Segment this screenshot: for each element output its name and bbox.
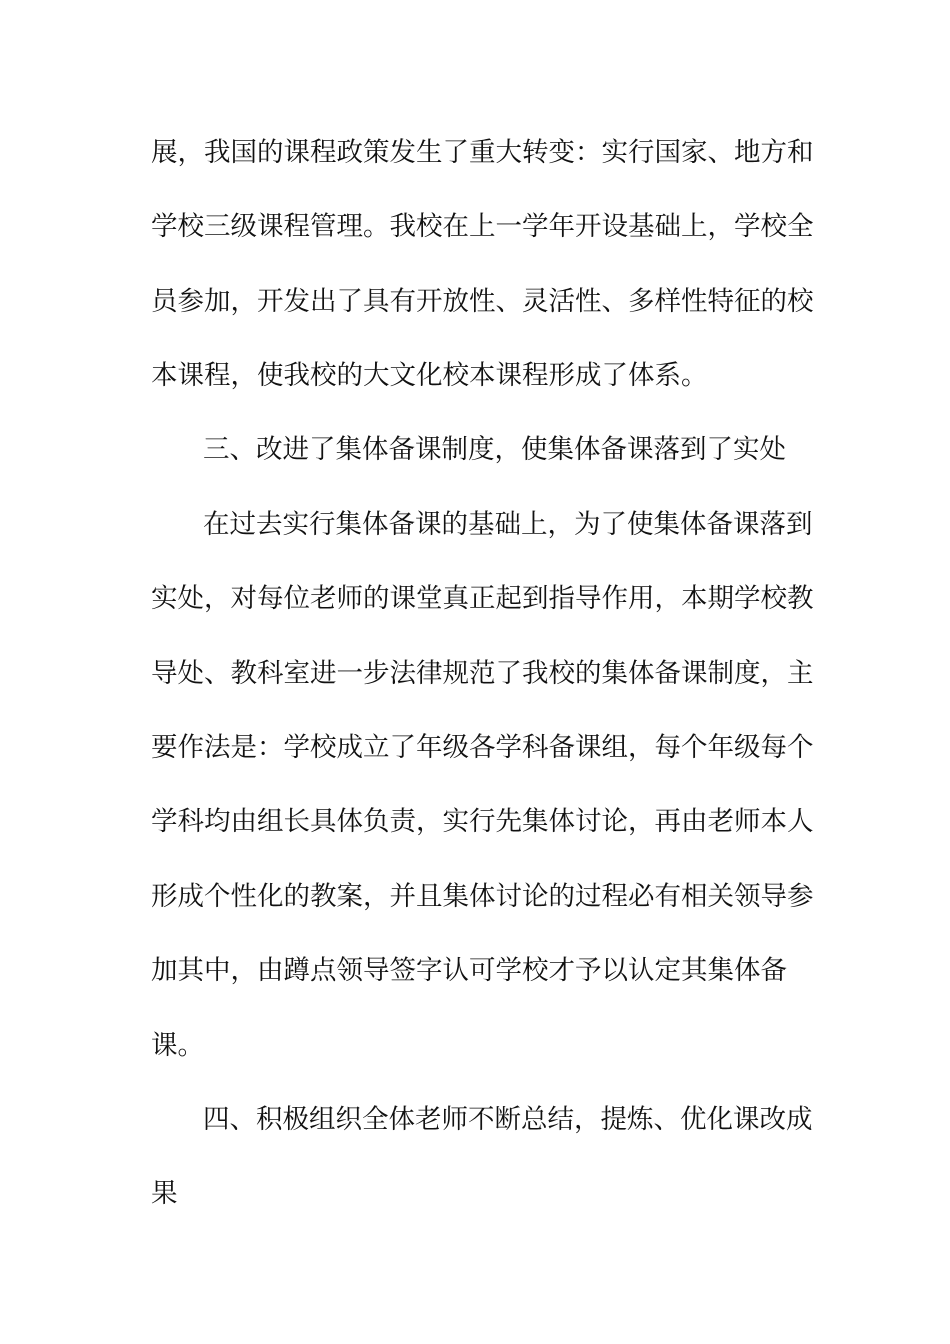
body-text-line: 课。	[151, 1030, 204, 1061]
section-heading: 三、改进了集体备课制度，使集体备课落到了实处	[203, 434, 786, 465]
section-heading: 四、积极组织全体老师不断总结，提炼、优化课改成	[203, 1104, 813, 1135]
body-text-line: 导处、教科室进一步法律规范了我校的集体备课制度，主	[151, 658, 814, 689]
section-heading-continued: 果	[151, 1178, 178, 1209]
body-text-line: 实处，对每位老师的课堂真正起到指导作用，本期学校教	[151, 583, 814, 614]
body-text-line: 学校三级课程管理。我校在上一学年开设基础上，学校全	[151, 211, 814, 242]
body-text-line: 加其中，由蹲点领导签字认可学校才予以认定其集体备	[151, 955, 787, 986]
body-text-line: 本课程，使我校的大文化校本课程形成了体系。	[151, 360, 708, 391]
body-text-line: 学科均由组长具体负责，实行先集体讨论，再由老师本人	[151, 806, 814, 837]
body-text-line: 员参加，开发出了具有开放性、灵活性、多样性特征的校	[151, 286, 814, 317]
body-text-line: 展，我国的课程政策发生了重大转变：实行国家、地方和	[151, 137, 814, 168]
body-text-line: 形成个性化的教案，并且集体讨论的过程必有相关领导参	[151, 881, 814, 912]
body-text-line: 要作法是：学校成立了年级各学科备课组，每个年级每个	[151, 732, 814, 763]
body-text-line: 在过去实行集体备课的基础上，为了使集体备课落到	[203, 509, 813, 540]
